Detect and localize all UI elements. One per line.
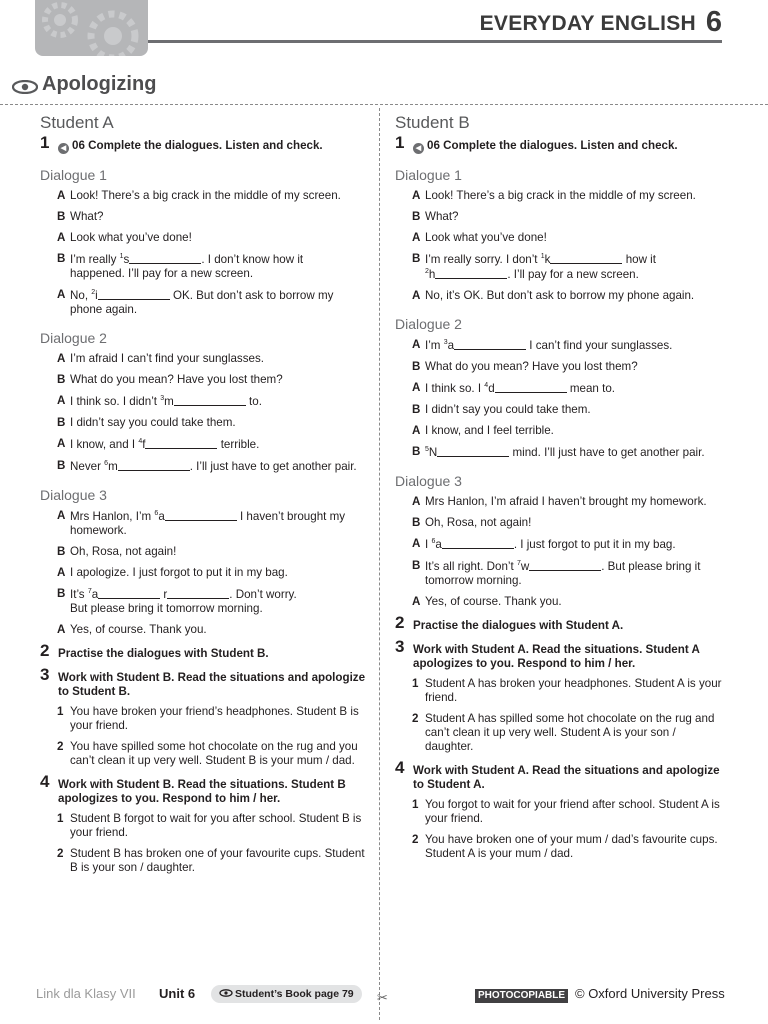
page-reference-label: Student’s Book page 79 bbox=[235, 988, 354, 1000]
dialogue-line bbox=[40, 416, 370, 430]
line-text: What? bbox=[70, 210, 104, 223]
cut-line-vertical bbox=[379, 108, 380, 1020]
dialogue-heading: Dialogue 2 bbox=[40, 330, 107, 346]
dialogue-line bbox=[40, 189, 370, 203]
dialogue-line bbox=[395, 252, 725, 282]
situation-number: 2 bbox=[412, 712, 419, 725]
answer-blank bbox=[165, 509, 237, 521]
answer-blank bbox=[435, 267, 507, 279]
line-text: What? bbox=[425, 210, 459, 223]
line-text: Oh, Rosa, not again! bbox=[70, 545, 177, 558]
student-heading: Student B bbox=[395, 113, 470, 132]
footer-unit: Unit 6 bbox=[159, 986, 196, 1001]
answer-blank bbox=[145, 437, 217, 449]
speaker-label: A bbox=[57, 394, 66, 407]
situation-item bbox=[395, 712, 725, 754]
section-title: Apologizing bbox=[42, 73, 157, 95]
dialogue-line bbox=[395, 595, 725, 609]
situation-number: 2 bbox=[57, 740, 64, 753]
speaker-label: A bbox=[57, 623, 66, 636]
dialogue-line bbox=[395, 516, 725, 530]
header-rule bbox=[148, 40, 722, 43]
line-text: mind. I’ll just have to get another pair. bbox=[509, 446, 705, 459]
dialogue-line bbox=[40, 545, 370, 559]
line-text: It’s all right. Don’t bbox=[425, 560, 517, 573]
situation-text: You forgot to wait for your friend after school. Student A is your friend. bbox=[425, 798, 720, 825]
situation-number: 1 bbox=[412, 798, 419, 811]
line-text: No, bbox=[70, 289, 92, 302]
line-text: Look what you’ve done! bbox=[425, 231, 547, 244]
dialogue-line bbox=[40, 252, 370, 281]
dialogue-line bbox=[40, 288, 370, 317]
dialogue-heading: Dialogue 3 bbox=[40, 487, 107, 503]
speaker-label: A bbox=[412, 189, 421, 202]
line-text: Oh, Rosa, not again! bbox=[425, 516, 532, 529]
dialogue-line bbox=[40, 352, 370, 366]
answer-blank bbox=[129, 252, 201, 264]
dialogue-line bbox=[40, 231, 370, 245]
dialogue-line bbox=[395, 338, 725, 353]
line-text: tomorrow morning. bbox=[425, 574, 522, 587]
dialogue-line bbox=[395, 360, 725, 374]
situation-text: Student A has spilled some hot chocolate on the rug and can’t clean it up very well. Student A is your son / daughter. bbox=[425, 712, 715, 753]
answer-blank bbox=[529, 559, 601, 571]
situation-number: 2 bbox=[412, 833, 419, 846]
speaker-label: A bbox=[412, 289, 421, 302]
line-text: No, it’s OK. But don’t ask to borrow my phone again. bbox=[425, 289, 695, 302]
line-text: I’m really bbox=[70, 253, 120, 266]
dialogue-line bbox=[395, 289, 725, 303]
situation-item bbox=[40, 847, 370, 875]
answer-blank bbox=[98, 288, 170, 300]
line-text: happened. I’ll pay for a new screen. bbox=[70, 267, 254, 280]
line-text: I’m really sorry. I don’t bbox=[425, 253, 541, 266]
gap-first-letter: a bbox=[435, 538, 442, 551]
gap-first-letter: f bbox=[142, 438, 146, 451]
line-text: to. bbox=[245, 395, 262, 408]
gap-first-letter: w bbox=[520, 560, 530, 573]
dialogue-line bbox=[40, 437, 370, 452]
task-number: 3 bbox=[395, 637, 405, 656]
situation-text: You have broken your friend’s headphones. Student B is your friend. bbox=[70, 705, 359, 732]
speaker-label: B bbox=[412, 403, 421, 416]
line-text: I know, and I feel terrible. bbox=[425, 424, 554, 437]
dialogue-line bbox=[395, 537, 725, 552]
line-text: how it bbox=[622, 253, 656, 266]
line-text: I apologize. I just forgot to put it in my bag. bbox=[70, 566, 288, 579]
situation-number: 1 bbox=[412, 677, 419, 690]
situation-number: 2 bbox=[57, 847, 64, 860]
line-text: Mrs Hanlon, I’m afraid I haven’t brought my homework. bbox=[425, 495, 707, 508]
dialogue-line bbox=[40, 623, 370, 637]
dialogue-heading: Dialogue 1 bbox=[395, 167, 462, 183]
line-text: phone again. bbox=[70, 303, 138, 316]
situation-item bbox=[395, 798, 725, 826]
line-text: . Don’t worry. bbox=[229, 588, 297, 601]
footer-book-title: Link dla Klasy VII bbox=[36, 986, 136, 1001]
situation-item bbox=[40, 740, 370, 768]
dialogue-line bbox=[40, 373, 370, 387]
gap-number: 3 bbox=[443, 339, 448, 347]
line-text: Look! There’s a big crack in the middle of my screen. bbox=[70, 189, 341, 202]
dialogue-line bbox=[40, 394, 370, 409]
situation-number: 1 bbox=[57, 705, 64, 718]
task-instruction bbox=[40, 641, 370, 661]
speaker-label: A bbox=[412, 231, 421, 244]
task-text: Complete the dialogues. Listen and check. bbox=[88, 139, 323, 152]
speaker-label: B bbox=[412, 360, 421, 373]
gap-number: 1 bbox=[119, 253, 124, 261]
line-text: homework. bbox=[70, 524, 127, 537]
dialogue-line bbox=[395, 559, 725, 588]
cut-line-horizontal bbox=[0, 104, 768, 105]
answer-blank bbox=[550, 252, 622, 264]
task-number: 1 bbox=[40, 133, 50, 152]
task-number: 4 bbox=[40, 772, 50, 791]
dialogue-line bbox=[40, 210, 370, 224]
line-text: . I’ll just have to get another pair. bbox=[189, 460, 357, 473]
answer-blank bbox=[437, 445, 509, 457]
situation-item bbox=[395, 677, 725, 705]
line-text: . I just forgot to put it in my bag. bbox=[513, 538, 676, 551]
scissors-icon: ✂ bbox=[377, 990, 388, 1005]
situation-text: Student A has broken your headphones. Student A is your friend. bbox=[425, 677, 722, 704]
student-b-column bbox=[395, 113, 725, 868]
line-text: What do you mean? Have you lost them? bbox=[425, 360, 638, 373]
task-number: 1 bbox=[395, 133, 405, 152]
task-instruction bbox=[40, 133, 370, 154]
line-text: It’s bbox=[70, 588, 88, 601]
footer-page-reference bbox=[211, 985, 362, 1003]
speaker-label: A bbox=[412, 381, 421, 394]
dialogue-line bbox=[395, 189, 725, 203]
answer-blank bbox=[167, 587, 229, 599]
gap-number: 5 bbox=[425, 446, 429, 454]
gap-number: 6 bbox=[104, 460, 109, 468]
line-text: I didn’t say you could take them. bbox=[425, 403, 591, 416]
speaker-label: B bbox=[412, 445, 421, 458]
speaker-label: B bbox=[412, 516, 421, 529]
speaker-label: A bbox=[412, 495, 421, 508]
line-text: mean to. bbox=[566, 382, 615, 395]
gap-first-letter: d bbox=[488, 382, 495, 395]
speaker-label: A bbox=[412, 537, 421, 550]
line-text: I think so. I bbox=[425, 382, 485, 395]
task-text: Work with Student A. Read the situations. Student A apologizes to you. Respond to him / her. bbox=[413, 643, 700, 670]
situation-number: 1 bbox=[57, 812, 64, 825]
task-instruction bbox=[40, 665, 370, 699]
line-text: I haven’t brought my bbox=[236, 510, 346, 523]
unit-number: 6 bbox=[705, 6, 722, 38]
task-text: Work with Student B. Read the situations and apologize to Student B. bbox=[58, 671, 366, 698]
task-instruction bbox=[395, 758, 725, 792]
task-instruction bbox=[40, 772, 370, 806]
dialogue-line bbox=[40, 566, 370, 580]
speaker-label: A bbox=[412, 338, 421, 351]
gap-first-letter: N bbox=[428, 446, 438, 459]
task-text: Work with Student B. Read the situations. Student B apologizes to you. Respond to him / her. bbox=[58, 778, 346, 805]
dialogue-heading: Dialogue 3 bbox=[395, 473, 462, 489]
situation-text: You have broken one of your mum / dad’s favourite cups. Student A is your mum / dad. bbox=[425, 833, 718, 860]
dialogue-line bbox=[395, 445, 725, 460]
gap-first-letter: s bbox=[123, 253, 130, 266]
line-text: I bbox=[425, 538, 432, 551]
dialogue-line bbox=[395, 495, 725, 509]
answer-blank bbox=[118, 459, 190, 471]
speaker-label: B bbox=[412, 252, 421, 265]
line-text: . But please bring it bbox=[601, 560, 701, 573]
dialogue-line bbox=[395, 231, 725, 245]
speaker-label: A bbox=[412, 424, 421, 437]
gap-number: 7 bbox=[87, 588, 92, 596]
answer-blank bbox=[442, 537, 514, 549]
speaker-label: B bbox=[57, 416, 66, 429]
line-text: Yes, of course. Thank you. bbox=[425, 595, 562, 608]
dialogue-line bbox=[395, 424, 725, 438]
line-text: Yes, of course. Thank you. bbox=[70, 623, 207, 636]
answer-blank bbox=[495, 381, 567, 393]
student-a-column bbox=[40, 113, 370, 882]
situation-item bbox=[40, 812, 370, 840]
gap-first-letter: a bbox=[158, 510, 165, 523]
task-number: 3 bbox=[40, 665, 50, 684]
line-text: terrible. bbox=[217, 438, 260, 451]
speaker-label: B bbox=[57, 459, 66, 472]
line-text: Never bbox=[70, 460, 105, 473]
line-text: Mrs Hanlon, I’m bbox=[70, 510, 155, 523]
gap-first-letter: a bbox=[447, 339, 455, 352]
dialogue-heading: Dialogue 2 bbox=[395, 316, 462, 332]
gap-first-letter: i bbox=[95, 289, 98, 302]
task-instruction bbox=[395, 613, 725, 633]
gap-number: 7 bbox=[516, 560, 521, 568]
answer-blank bbox=[454, 338, 526, 350]
gear-icon bbox=[35, 0, 148, 56]
task-text: Work with Student A. Read the situations and apologize to Student A. bbox=[413, 764, 720, 791]
task-text: Practise the dialogues with Student A. bbox=[413, 619, 624, 632]
line-text: I’m afraid I can’t find your sunglasses. bbox=[70, 352, 264, 365]
dialogue-line bbox=[40, 587, 370, 616]
student-heading: Student A bbox=[40, 113, 114, 132]
eye-icon bbox=[12, 80, 38, 94]
photocopiable-badge: PHOTOCOPIABLE bbox=[475, 989, 568, 1003]
gap-first-letter: m bbox=[164, 395, 174, 408]
dialogue-line bbox=[395, 210, 725, 224]
eye-icon bbox=[219, 989, 233, 997]
header-gear-panel bbox=[35, 0, 148, 56]
speaker-label: B bbox=[57, 373, 66, 386]
gap-first-letter: h bbox=[428, 268, 436, 281]
gap-number: 2 bbox=[425, 268, 429, 276]
speaker-label: B bbox=[57, 587, 66, 600]
line-text: I know, and I bbox=[70, 438, 139, 451]
speaker-label: B bbox=[412, 210, 421, 223]
speaker-label: A bbox=[412, 595, 421, 608]
task-number: 2 bbox=[395, 613, 405, 632]
audio-icon: ◀ bbox=[58, 143, 69, 154]
speaker-label: B bbox=[57, 252, 66, 265]
speaker-label: A bbox=[57, 231, 66, 244]
speaker-label: B bbox=[57, 545, 66, 558]
dialogue-heading: Dialogue 1 bbox=[40, 167, 107, 183]
speaker-label: A bbox=[57, 288, 66, 301]
line-text: But please bring it tomorrow morning. bbox=[70, 602, 263, 615]
line-text: I can’t find your sunglasses. bbox=[526, 339, 673, 352]
gap-first-letter: r bbox=[160, 588, 168, 601]
situation-item bbox=[395, 833, 725, 861]
gap-first-letter: a bbox=[91, 588, 99, 601]
situation-text: You have spilled some hot chocolate on the rug and you can’t clean it up very well. Student B is your mum / dad. bbox=[70, 740, 358, 767]
audio-track-number: 06 bbox=[427, 139, 440, 152]
page-header-title: EVERYDAY ENGLISH bbox=[479, 12, 696, 35]
answer-blank bbox=[174, 394, 246, 406]
gap-number: 4 bbox=[138, 438, 143, 446]
gap-number: 3 bbox=[160, 395, 165, 403]
line-text: Look what you’ve done! bbox=[70, 231, 192, 244]
gap-number: 4 bbox=[484, 382, 489, 390]
gap-number: 1 bbox=[540, 253, 545, 261]
situation-text: Student B has broken one of your favourite cups. Student B is your son / daughter. bbox=[70, 847, 365, 874]
task-text: Complete the dialogues. Listen and check. bbox=[443, 139, 678, 152]
task-instruction bbox=[395, 133, 725, 154]
line-text: I think so. I didn’t bbox=[70, 395, 161, 408]
gap-number: 6 bbox=[154, 510, 159, 518]
line-text: Look! There’s a big crack in the middle of my screen. bbox=[425, 189, 696, 202]
line-text: . I don’t know how it bbox=[201, 253, 304, 266]
task-number: 2 bbox=[40, 641, 50, 660]
task-number: 4 bbox=[395, 758, 405, 777]
answer-blank bbox=[98, 587, 160, 599]
speaker-label: A bbox=[57, 189, 66, 202]
line-text: I’m bbox=[425, 339, 444, 352]
audio-icon: ◀ bbox=[413, 143, 424, 154]
situation-item bbox=[40, 705, 370, 733]
speaker-label: A bbox=[57, 352, 66, 365]
dialogue-line bbox=[40, 509, 370, 538]
audio-track-number: 06 bbox=[72, 139, 85, 152]
speaker-label: A bbox=[57, 566, 66, 579]
gap-number: 2 bbox=[91, 289, 96, 297]
speaker-label: A bbox=[57, 437, 66, 450]
line-text: I didn’t say you could take them. bbox=[70, 416, 236, 429]
speaker-label: B bbox=[412, 559, 421, 572]
dialogue-line bbox=[395, 381, 725, 396]
dialogue-line bbox=[40, 459, 370, 474]
speaker-label: B bbox=[57, 210, 66, 223]
dialogue-line bbox=[395, 403, 725, 417]
line-text: What do you mean? Have you lost them? bbox=[70, 373, 283, 386]
speaker-label: A bbox=[57, 509, 66, 522]
publisher-credit: © Oxford University Press bbox=[575, 986, 725, 1001]
task-text: Practise the dialogues with Student B. bbox=[58, 647, 269, 660]
gap-first-letter: k bbox=[544, 253, 551, 266]
situation-text: Student B forgot to wait for you after school. Student B is your friend. bbox=[70, 812, 362, 839]
gap-number: 6 bbox=[431, 538, 436, 546]
line-text: OK. But don’t ask to borrow my bbox=[169, 289, 334, 302]
gap-first-letter: m bbox=[108, 460, 118, 473]
task-instruction bbox=[395, 637, 725, 671]
line-text: . I’ll pay for a new screen. bbox=[507, 268, 639, 281]
